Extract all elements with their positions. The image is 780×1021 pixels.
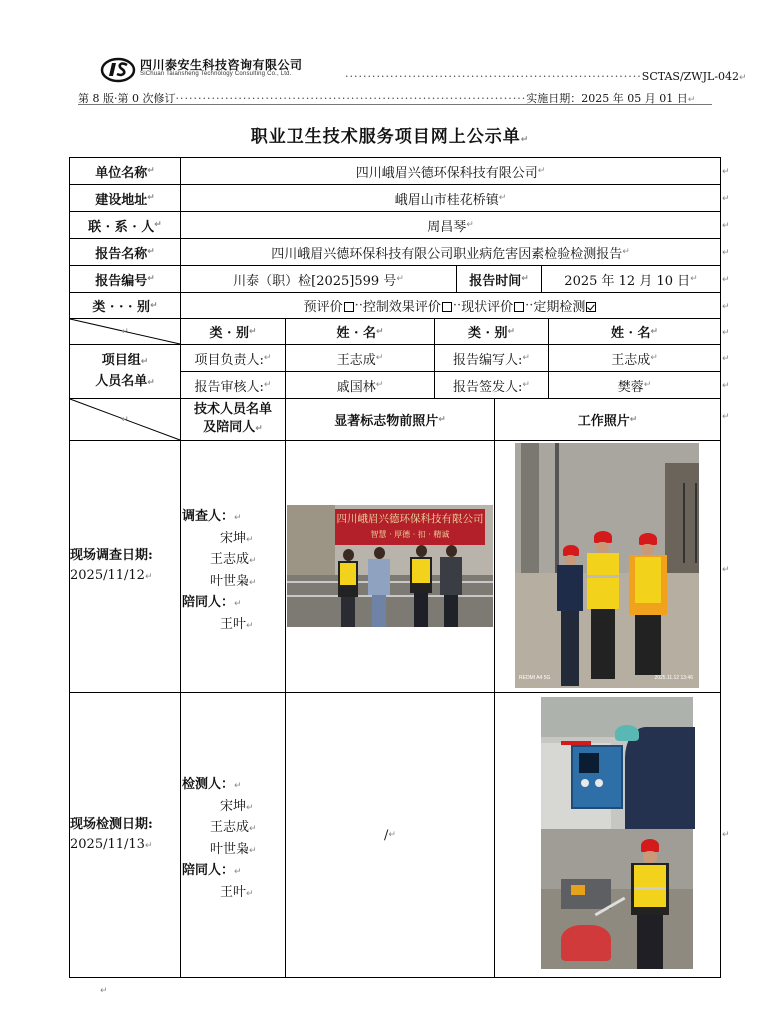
worker-red-shirt — [561, 925, 611, 961]
team-role-issuer: 报告签发人: ↵ — [434, 371, 549, 399]
team-name-lead: 王志成 ↵ — [285, 344, 435, 372]
worker-welding — [625, 727, 695, 829]
document-code-line: ··································································SCTAS/ZWJL-042↵ — [345, 70, 747, 83]
survey-date-label: 现场调查日期: — [70, 548, 153, 563]
investigator-1: 宋坤 — [220, 530, 247, 546]
survey-date-cell: 现场调查日期: 2025/11/12↵ — [69, 440, 181, 693]
survey-date: 2025/11/12 — [70, 568, 145, 583]
category-label: 类 · · · 别 ↵ — [69, 292, 181, 319]
periodic-checkbox — [586, 302, 596, 312]
contact-value: 周昌琴 ↵ — [180, 211, 721, 239]
team-col-name-1: 姓 · 名 ↵ — [285, 318, 435, 345]
team-diagonal-cell: ↵ — [69, 318, 181, 345]
landmark-photo-survey — [287, 505, 493, 627]
team-name-issuer: 樊蓉 ↵ — [548, 371, 721, 399]
team-col-type-2: 类 · 别 ↵ — [434, 318, 549, 345]
work-photo-detection-1 — [541, 697, 693, 829]
company-name-en: SiChuan Taiansheng Technology Consulting Co., Ltd. — [140, 71, 292, 77]
pre-eval-checkbox — [344, 302, 354, 312]
document-code: SCTAS/ZWJL-042 — [641, 70, 740, 83]
person-2 — [367, 547, 391, 627]
worker-3 — [627, 531, 669, 681]
category-options: 预评价 ·· 控制效果评价 ·· 现状评价 ·· 定期检测 — [180, 292, 721, 319]
report-name-value: 四川峨眉兴德环保科技有限公司职业病危害因素检验检测报告 ↵ — [180, 238, 721, 266]
report-number-value: 川泰（职）检[2025]599 号 ↵ — [180, 265, 457, 293]
person-4 — [439, 545, 463, 627]
investigators-label: 调查人： — [182, 509, 235, 524]
work-photo-survey — [515, 443, 699, 688]
investigator-2: 王志成 — [210, 552, 250, 567]
category-pre-eval: 预评价 — [304, 296, 355, 315]
detection-date: 2025/11/13 — [70, 836, 145, 852]
detection-escort-label: 陪同人： — [182, 863, 235, 878]
team-group-label: 项目组↵ 人员名单↵ — [69, 344, 181, 399]
contact-label: 联 · 系 · 人 ↵ — [69, 211, 181, 239]
report-time-value: 2025 年 12 月 10 日 ↵ — [541, 265, 721, 293]
team-col-type-1: 类 · 别 ↵ — [180, 318, 286, 345]
revision: 第 8 版·第 0 次修订 — [78, 92, 176, 105]
investigator-3: 叶世枭 — [210, 573, 250, 589]
team-role-writer: 报告编写人: ↵ — [434, 344, 549, 372]
company-name-cn: 四川泰安生科技咨询有限公司 — [140, 58, 303, 72]
measuring-device — [571, 745, 623, 809]
team-role-lead: 项目负责人: ↵ — [180, 344, 286, 372]
category-control-eval: 控制效果评价 — [363, 296, 453, 315]
tester-1: 宋坤 — [220, 798, 247, 814]
worker-1 — [555, 543, 583, 688]
photo-diagonal-cell: ↵ — [69, 398, 181, 441]
header-rule — [78, 104, 712, 105]
testers-label: 检测人： — [182, 777, 235, 792]
team-col-name-2: 姓 · 名 ↵ — [548, 318, 721, 345]
detection-staff-cell: 检测人：↵ 宋坤↵ 王志成↵ 叶世枭↵ 陪同人：↵ 王叶↵ — [180, 692, 286, 978]
survey-staff-cell: 调查人：↵ 宋坤↵ 王志成↵ 叶世枭↵ 陪同人：↵ 王叶↵ — [180, 440, 286, 693]
document-title: 职业卫生技术服务项目网上公示单↵ — [250, 127, 530, 147]
staff-column-header: 技术人员名单 及陪同人↵ — [180, 398, 286, 441]
status-eval-checkbox — [514, 302, 524, 312]
landmark-photo-header: 显著标志物前照片 ↵ — [285, 398, 495, 441]
unit-name-label: 单位名称 ↵ — [69, 157, 181, 185]
tester-3: 叶世枭 — [210, 841, 250, 857]
team-name-writer: 王志成 ↵ — [548, 344, 721, 372]
work-photo-header: 工作照片 ↵ — [494, 398, 721, 441]
unit-name-value: 四川峨眉兴德环保科技有限公司 ↵ — [180, 157, 721, 185]
worker-2 — [583, 531, 623, 681]
survey-escort-label: 陪同人： — [182, 595, 235, 610]
address-label: 建设地址 ↵ — [69, 184, 181, 212]
end-paragraph-mark: ↵ — [100, 986, 108, 996]
address-value: 峨眉山市桂花桥镇 ↵ — [180, 184, 721, 212]
worker-4 — [625, 835, 675, 969]
survey-escort-1: 王叶 — [220, 616, 247, 632]
category-periodic: 定期检测 — [533, 296, 597, 315]
report-name-label: 报告名称 ↵ — [69, 238, 181, 266]
revision-line: 第 8 版·第 0 次修订··············································································实施日期：2025 年 05 月 01 日↵ — [78, 92, 696, 105]
detection-escort-1: 王叶 — [220, 884, 247, 900]
detection-date-label: 现场检测日期: — [70, 816, 153, 832]
camera-watermark: REDMI A4 5G — [519, 675, 551, 681]
person-1 — [337, 549, 359, 627]
control-eval-checkbox — [442, 302, 452, 312]
report-time-label: 报告时间 ↵ — [456, 265, 542, 293]
work-photo-detection-2 — [541, 829, 693, 969]
company-logo — [100, 55, 136, 83]
category-status-eval: 现状评价 — [461, 296, 525, 315]
report-number-label: 报告编号 ↵ — [69, 265, 181, 293]
effective-date: 实施日期：2025 年 05 月 01 日 — [526, 92, 688, 105]
team-name-reviewer: 戚国林 ↵ — [285, 371, 435, 399]
photo-timestamp: 2025.11.12 13:46 — [654, 675, 693, 681]
landmark-photo-none: / — [384, 827, 389, 843]
team-role-reviewer: 报告审核人: ↵ — [180, 371, 286, 399]
person-3 — [409, 545, 433, 627]
tester-2: 王志成 — [210, 820, 250, 835]
detection-date-cell: 现场检测日期: 2025/11/13↵ — [69, 692, 181, 978]
detection-landmark-cell: / ↵ — [285, 692, 495, 978]
company-sign: 四川峨眉兴德环保科技有限公司 智慧 · 厚德 · 扣 · 精诚 — [335, 509, 485, 545]
